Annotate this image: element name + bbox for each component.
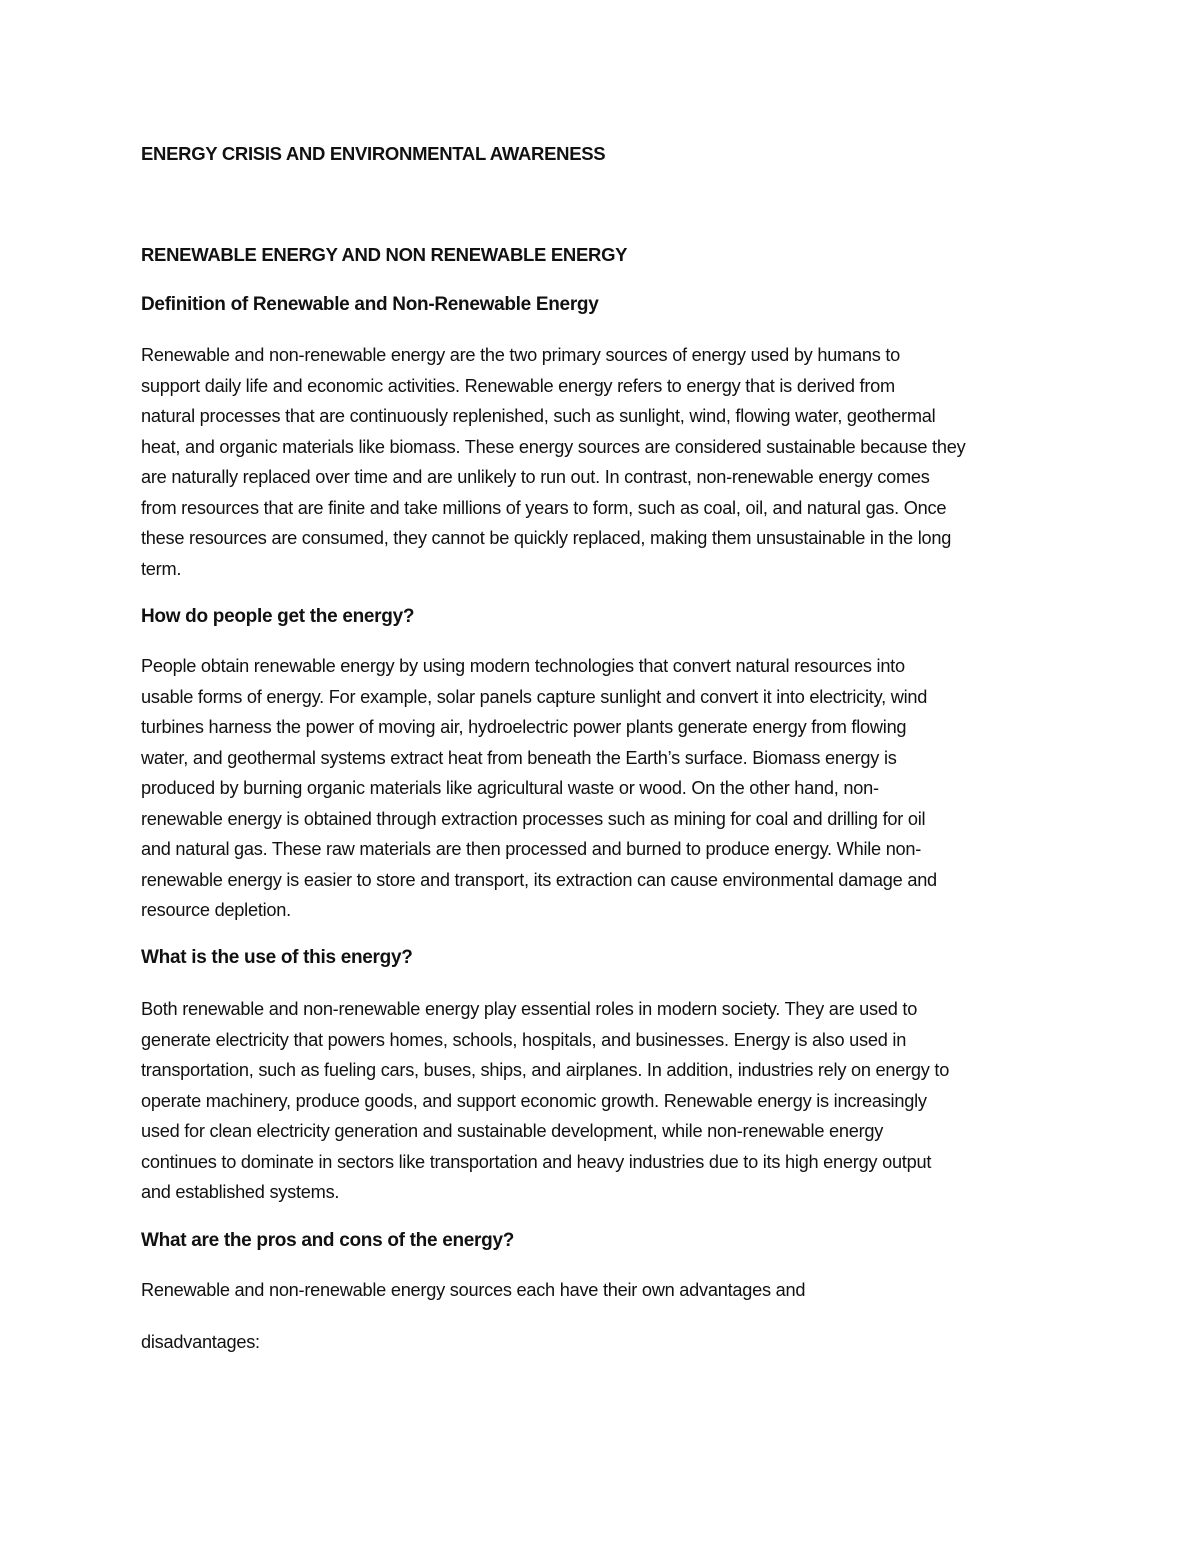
paragraph-line: natural processes that are continuously replenished, such as sunlight, wind, flowing water, geothermal bbox=[141, 406, 936, 426]
paragraph-line: used for clean electricity generation and sustainable development, while non-renewable energy bbox=[141, 1121, 884, 1141]
paragraph-line: renewable energy is obtained through extraction processes such as mining for coal and drilling for oil bbox=[141, 808, 926, 829]
paragraph-line: and established systems. bbox=[141, 1182, 340, 1202]
paragraph-line: renewable energy is easier to store and transport, its extraction can cause environmental damage and bbox=[141, 869, 937, 890]
subheading-definition: Definition of Renewable and Non-Renewable Energy bbox=[141, 294, 599, 315]
paragraph-line: produced by burning organic materials like agricultural waste or wood. On the other hand, non- bbox=[141, 778, 879, 798]
subheading-use-of-energy: What is the use of this energy? bbox=[141, 947, 413, 968]
subheading-pros-cons: What are the pros and cons of the energy? bbox=[141, 1230, 515, 1251]
paragraph-line: turbines harness the power of moving air, hydroelectric power plants generate energy from flowing bbox=[141, 717, 907, 737]
paragraph-line: continues to dominate in sectors like transportation and heavy industries due to its high energy output bbox=[141, 1151, 932, 1172]
paragraph-line: Renewable and non-renewable energy sources each have their own advantages and bbox=[141, 1280, 806, 1300]
paragraph-line: People obtain renewable energy by using modern technologies that convert natural resources into bbox=[141, 656, 905, 676]
paragraph-line: transportation, such as fueling cars, buses, ships, and airplanes. In addition, industries rely on energy to bbox=[141, 1060, 950, 1080]
paragraph-line: support daily life and economic activities. Renewable energy refers to energy that is derived from bbox=[141, 375, 895, 396]
paragraph-how-get-energy bbox=[141, 651, 1061, 926]
paragraph-line: these resources are consumed, they cannot be quickly replaced, making them unsustainable in the long bbox=[141, 528, 952, 548]
paragraph-line: term. bbox=[141, 558, 182, 579]
paragraph-line: heat, and organic materials like biomass. These energy sources are considered sustainable because they bbox=[141, 436, 966, 457]
paragraph-line: generate electricity that powers homes, schools, hospitals, and businesses. Energy is also used in bbox=[141, 1029, 907, 1050]
paragraph-line: usable forms of energy. For example, solar panels capture sunlight and convert it into electricity, wind bbox=[141, 686, 928, 707]
paragraph-line: from resources that are finite and take millions of years to form, such as coal, oil, and natural gas. Once bbox=[141, 497, 947, 518]
document-title: ENERGY CRISIS AND ENVIRONMENTAL AWARENESS bbox=[141, 143, 606, 164]
paragraph-line: resource depletion. bbox=[141, 900, 291, 920]
paragraph-closing bbox=[141, 1327, 1061, 1358]
paragraph-use-of-energy bbox=[141, 994, 1061, 1208]
paragraph-line: operate machinery, produce goods, and support economic growth. Renewable energy is increasingly bbox=[141, 1090, 927, 1111]
subheading-how-get-energy: How do people get the energy? bbox=[141, 606, 415, 627]
paragraph-definition bbox=[141, 340, 1061, 584]
paragraph-line: water, and geothermal systems extract heat from beneath the Earth’s surface. Biomass energy is bbox=[141, 747, 897, 768]
section-heading: RENEWABLE ENERGY AND NON RENEWABLE ENERGY bbox=[141, 244, 628, 265]
paragraph-line: are naturally replaced over time and are unlikely to run out. In contrast, non-renewable energy comes bbox=[141, 467, 930, 487]
paragraph-line: and natural gas. These raw materials are then processed and burned to produce energy. While non- bbox=[141, 839, 922, 859]
paragraph-line: disadvantages: bbox=[141, 1332, 260, 1352]
paragraph-line: Both renewable and non-renewable energy play essential roles in modern society. They are used to bbox=[141, 999, 918, 1019]
paragraph-line: Renewable and non-renewable energy are the two primary sources of energy used by humans to bbox=[141, 345, 901, 365]
paragraph-pros-cons bbox=[141, 1275, 1061, 1306]
